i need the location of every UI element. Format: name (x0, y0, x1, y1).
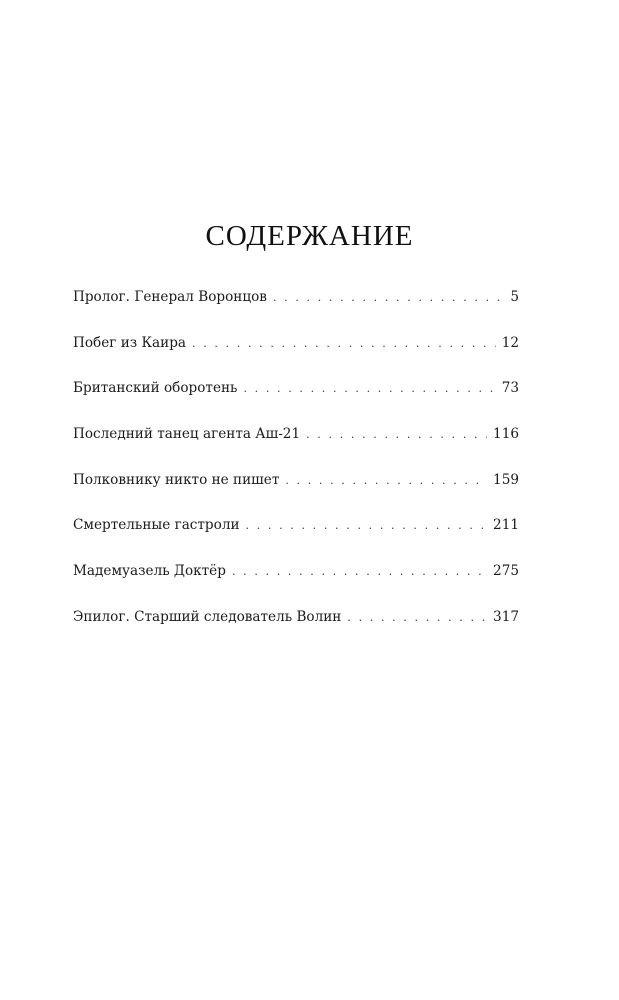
toc-entry[interactable] (73, 423, 519, 445)
toc-entry-title: Британский оборотень (73, 380, 238, 397)
toc-entry[interactable] (73, 606, 519, 628)
toc-entry[interactable] (73, 286, 519, 308)
toc-entry[interactable] (73, 469, 519, 491)
toc-page-number: 159 (493, 471, 519, 488)
toc-page-number: 5 (510, 289, 519, 305)
toc-page-number: 211 (493, 517, 519, 534)
toc-page-number: 73 (501, 380, 519, 397)
toc-dot-leader (243, 378, 495, 400)
toc-dot-leader (192, 333, 496, 355)
toc-heading: СОДЕРЖАНИЕ (205, 220, 414, 252)
toc-entry-title: Смертельные гастроли (73, 517, 240, 534)
toc-entry-title: Эпилог. Старший следователь Волин (73, 608, 342, 625)
toc-entry[interactable] (73, 332, 519, 354)
toc-dot-leader (273, 287, 503, 309)
toc-entry[interactable] (73, 377, 519, 399)
toc-dot-leader (347, 607, 487, 629)
toc-entry-title: Пролог. Генерал Воронцов (73, 289, 267, 305)
toc-entry-title: Побег из Каира (73, 334, 186, 351)
toc-dot-leader (306, 424, 487, 446)
toc-entry-title: Мадемуазель Доктёр (73, 563, 226, 580)
toc-page-number: 317 (493, 608, 519, 625)
toc-entry-title: Полковнику никто не пишет (73, 471, 280, 488)
toc-page-number: 275 (493, 563, 519, 580)
toc-entry[interactable] (73, 514, 519, 536)
toc-page-number: 12 (501, 334, 519, 351)
toc-dot-leader (285, 470, 487, 492)
toc-list (73, 286, 519, 652)
toc-entry[interactable] (73, 560, 519, 582)
toc-dot-leader (246, 515, 488, 537)
toc-dot-leader (232, 561, 487, 583)
toc-page-number: 116 (493, 426, 519, 443)
toc-entry-title: Последний танец агента Аш-21 (73, 426, 301, 443)
